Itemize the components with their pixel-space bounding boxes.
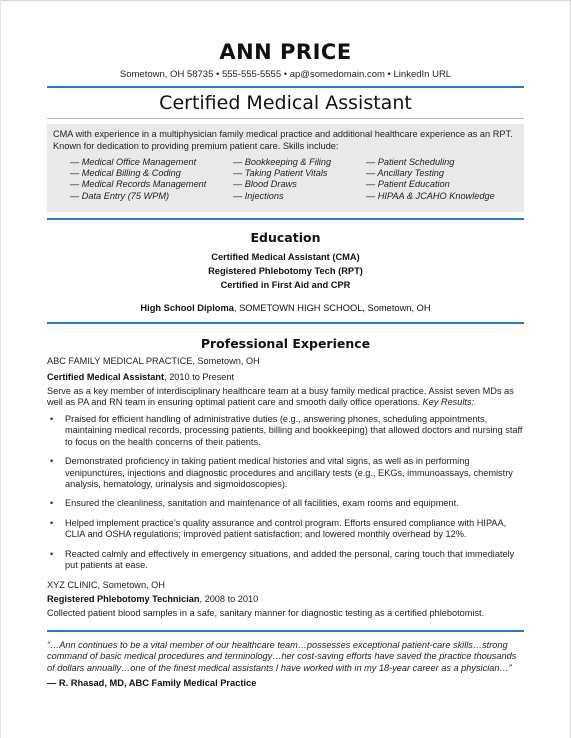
skill-item: — Data Entry (75 WPM): [70, 190, 170, 201]
summary-text: CMA with experience in a multiphysician family medical practice and additional healthcare experience as an RPT. Known for dedication to providing premium patient care. Skills include:: [53, 129, 513, 151]
accent-rule: [47, 218, 524, 220]
education-heading: Education: [250, 230, 321, 245]
list-item: [47, 518, 524, 541]
accent-rule: [47, 322, 524, 324]
achievement-text: Ensured the cleanliness, sanitation and maintenance of all facilities, exam rooms and equipment.: [65, 498, 459, 509]
bullet-icon: •: [50, 548, 54, 559]
job-title: Registered Phlebotomy Technician: [47, 594, 200, 604]
job-role: [47, 372, 524, 382]
list-item: [47, 414, 524, 448]
skill-item: — Patient Education: [366, 179, 450, 190]
skill-item: — HIPAA & JCAHO Knowledge: [366, 190, 495, 201]
skill-item: — Medical Billing & Coding: [70, 168, 181, 179]
achievement-list: [47, 414, 524, 579]
headline-title: Certified Medical Assistant: [159, 92, 412, 114]
bullet-icon: •: [50, 414, 54, 424]
achievement-text: Demonstrated proficiency in taking patient medical histories and vital signs, as well as in performing venipunctures, injections and diagnostic procedures and ancillary tests (e.g., EKGs, immunoassays, chemistry analysis, hematology, urinalysis and sigmoidoscopies).: [65, 456, 513, 490]
skills-column: [70, 157, 206, 202]
skill-item: — Medical Office Management: [70, 157, 197, 167]
skill-item: — Injections: [233, 190, 284, 201]
certification: Certified in First Aid and CPR: [220, 280, 351, 290]
achievement-text: Reacted calmly and effectively in emergency situations, and added the personal, caring touch that immediately put patients at ease.: [65, 548, 515, 571]
skill-item: — Bookkeeping & Filing: [233, 157, 332, 167]
bullet-icon: •: [50, 498, 54, 509]
page-border-top: [0, 0, 571, 1]
certification: Registered Phlebotomy Tech (RPT): [208, 266, 363, 276]
job-role: [47, 594, 524, 604]
testimonial-quote: “…Ann continues to be a vital member of our healthcare team…possesses exceptional patient-care skills…strong command of basic medical procedures and terminology…her cost-saving efforts have saved the practice thousands of dollars annually…one of the finest medical assistants I have worked with in my 18-year career as a physician…”: [47, 640, 517, 673]
accent-rule: [47, 630, 524, 632]
school-details: , SOMETOWN HIGH SCHOOL, Sometown, OH: [233, 303, 431, 313]
testimonial-author: — R. Rhasad, MD, ABC Family Medical Practice: [47, 678, 257, 688]
list-item: [47, 549, 524, 572]
diploma-label: High School Diploma: [140, 303, 234, 313]
achievement-text: Praised for efficient handling of administrative duties (e.g., answering phones, scheduling appointments, maintaining medical records, processing patients, billing and bookkeeping) that allowed doctors and nursing staff to focus on the health concerns of their patients.: [65, 414, 523, 447]
accent-rule: [47, 86, 524, 88]
contact-line: Sometown, OH 58735 • 555-555-5555 • ap@somedomain.com • LinkedIn URL: [119, 69, 452, 80]
certification: Certified Medical Assistant (CMA): [211, 252, 360, 262]
job-company: XYZ CLINIC, Sometown, OH: [47, 580, 165, 590]
skill-item: — Medical Records Management: [70, 179, 207, 190]
list-item: [47, 498, 524, 509]
job-description-text: Serve as a key member of interdisciplinary healthcare team at a busy family medical practice. Assist seven MDs as well as PA and RN team in ensuring optimal patient care and smooth daily office operations.: [47, 386, 514, 408]
key-results-label: Key Results:: [422, 397, 475, 408]
bullet-icon: •: [50, 517, 54, 528]
bullet-icon: •: [50, 456, 54, 467]
skill-item: — Taking Patient Vitals: [233, 168, 328, 179]
candidate-name: ANN PRICE: [219, 40, 352, 64]
job-company: ABC FAMILY MEDICAL PRACTICE, Sometown, OH: [47, 356, 260, 366]
job-dates: , 2010 to Present: [164, 372, 235, 382]
job-description: Collected patient blood samples in a safe, sanitary manner for diagnostic testing as a certified phlebotomist.: [47, 608, 485, 618]
skill-item: — Blood Draws: [233, 179, 297, 190]
high-school-line: [0, 303, 571, 313]
skill-item: — Ancillary Testing: [366, 168, 444, 179]
job-description: [47, 386, 524, 409]
job-dates: , 2008 to 2010: [199, 594, 259, 604]
skills-column: [233, 157, 331, 202]
skill-item: — Patient Scheduling: [366, 157, 455, 167]
skills-column: [366, 157, 495, 202]
list-item: [47, 456, 524, 490]
headline-divider: [47, 118, 524, 119]
job-title: Certified Medical Assistant: [47, 372, 165, 382]
achievement-text: Helped implement practice’s quality assurance and control program. Efforts ensured compliance with HIPAA, CLIA and OSHA regulations; improved patient satisfaction; and lowered monthly overhead by 12%.: [65, 517, 507, 540]
experience-heading: Professional Experience: [200, 336, 371, 351]
